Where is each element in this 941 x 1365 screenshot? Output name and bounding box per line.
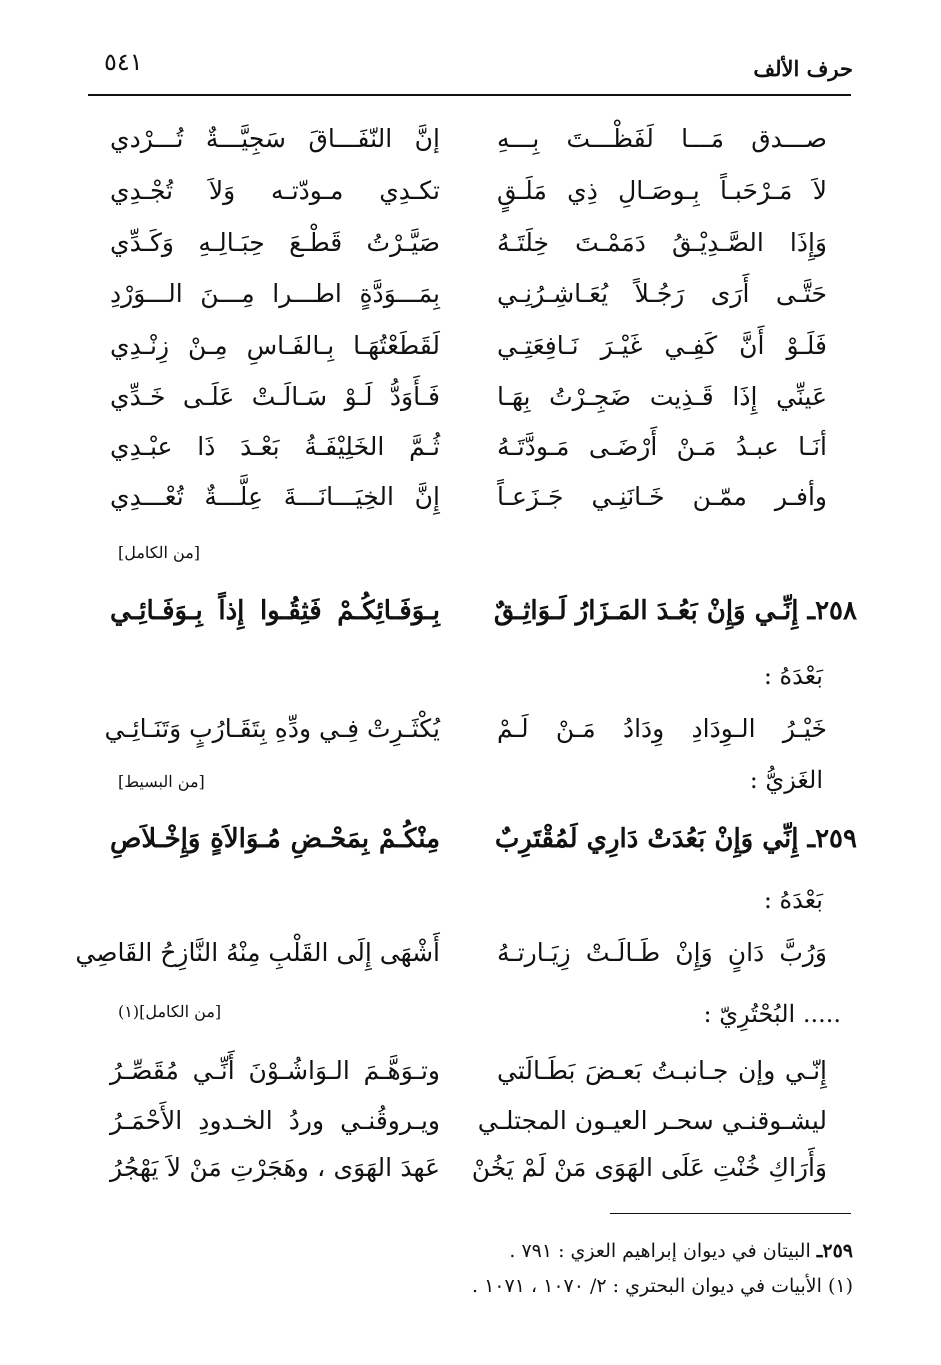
footnote-text: البيتان في ديوان إبراهيم العزي : ٧٩١ . bbox=[509, 1240, 811, 1262]
second-hemistich: مِنْكُـمْ بِمَحْـضِ مُـوَالاَةٍ وَإِخْـلاَصِ bbox=[110, 824, 440, 854]
second-hemistich: عَهدَ الهَوَى ، وهَجَرْتِ مَنْ لاَ يَهْجُرُ bbox=[110, 1153, 440, 1182]
footnote-divider bbox=[610, 1213, 851, 1214]
verse-line bbox=[88, 432, 851, 482]
first-hemistich: خَيْـرُ الـوِدَادِ وِدَادُ مَـنْ لَـمْ bbox=[497, 714, 827, 743]
verse-line bbox=[88, 279, 851, 329]
verse-line bbox=[88, 228, 851, 278]
verse-line bbox=[88, 1153, 851, 1203]
second-hemistich: لَقَطَعْتُهَـا بِـالفَـاسِ مِـنْ زِنْـدِي bbox=[110, 331, 440, 360]
poet-attribution: الغَزيُّ : bbox=[749, 766, 823, 794]
verse-line bbox=[88, 331, 851, 381]
first-hemistich: إِنّـي وإن جـانبـتُ بَعـضَ بَطَـالَتي bbox=[497, 1056, 827, 1085]
first-hemistich: حَتَّـى أَرَى رَجُـلاً يُعَـاشِـرُنِـي bbox=[497, 279, 827, 308]
second-hemistich: فَـأَوَدُّ لَـوْ سَـالَـتْ عَلَـى خَـدِّي bbox=[110, 382, 440, 411]
verse-line bbox=[88, 176, 851, 226]
meter-label: [من الكامل] bbox=[118, 543, 201, 562]
numbered-verse bbox=[88, 596, 857, 646]
footnote-text: (١) الأبيات في ديوان البحتري : ٢/ ١٠٧٠ ، ١٠٧١ . bbox=[471, 1275, 853, 1297]
meter-label: [من الكامل](١) bbox=[118, 1002, 222, 1021]
second-hemistich: ثُـمَّ الخَلِيْفَـةُ بَعْـدَ ذَا عبْـدِي bbox=[110, 432, 440, 461]
first-hemistich: وَأَرَاكِ خُنْتِ عَلَى الهَوَى مَنْ لَمْ يَخُنْ bbox=[471, 1153, 827, 1182]
verse-line bbox=[88, 1056, 851, 1106]
header-divider bbox=[88, 94, 851, 96]
verse-line bbox=[88, 482, 851, 532]
first-hemistich: صـــدق مَـــا لَفَظْـــتَ بِـــهِ bbox=[497, 124, 827, 153]
first-hemistich: وَرُبَّ دَانٍ وَإِنْ طَـالَـتْ زِيَـارتـهُ bbox=[497, 938, 827, 967]
second-hemistich: صَيَّـرْتُ قَطْـعَ حِبَـالِـهِ وَكَـدِّي bbox=[110, 228, 440, 257]
first-hemistich: وأفـر ممّـن خَـانَنِـي جَـزَعـاً bbox=[497, 482, 827, 511]
verse-line bbox=[88, 124, 851, 174]
verse-line bbox=[88, 382, 851, 432]
second-hemistich: يُكْثَـرِتْ فِـي ودِّهِ بِتَقَـارُبٍ وَتَنَـائِـي bbox=[104, 714, 440, 743]
second-hemistich: وتـوَهَّـمَ الـوَاشُـوْنَ أَنِّـي مُقَصِّـرُ bbox=[110, 1056, 440, 1085]
numbered-verse bbox=[88, 824, 857, 874]
first-hemistich: ليشـوقنـي سحـر العيـون المجتلـي bbox=[477, 1106, 827, 1135]
chapter-title: حرف الألف bbox=[753, 56, 853, 81]
second-hemistich: بِـوَفَـائِكُـمْ فَثِقُـوا إِذاً بِـوَفَـائِـي bbox=[110, 596, 440, 626]
first-hemistich: ٢٥٩ـ إِنِّي وَإِنْ بَعُدَتْ دَارِي لَمُقْتَرِبٌ bbox=[494, 824, 857, 854]
verse-line bbox=[75, 938, 851, 988]
after-label: بَعْدَهُ : bbox=[763, 662, 823, 690]
footnote-number: ٢٥٩ـ bbox=[816, 1240, 853, 1262]
verse-line bbox=[88, 714, 851, 764]
second-hemistich: تكـدِي مـودّتـه وَلاَ تُجْـدِي bbox=[110, 176, 440, 205]
page-number: ٥٤١ bbox=[104, 48, 143, 76]
first-hemistich: وَإِذَا الصَّـدِيْـقُ دَمَمْـتَ خِلَتَـهُ bbox=[497, 228, 827, 257]
second-hemistich: أَشْهَى إِلَى القَلْبِ مِنْهُ النَّازِحُ القَاصِي bbox=[75, 938, 440, 967]
second-hemistich: بِمَـــوَدَّةٍ اطـــرا مِـــنَ الـــوَرْدِ bbox=[110, 279, 440, 308]
second-hemistich: إِنَّ الخِيَـــانَـــةَ عِلَّـــةٌ تُعْـــدِي bbox=[110, 482, 440, 511]
first-hemistich: عَينِّي إِذَا قَـذِيت ضَجِـرْتُ بِهَـا bbox=[497, 382, 827, 411]
after-label: بَعْدَهُ : bbox=[763, 886, 823, 914]
second-hemistich: ويـروقُنـي وردُ الخـدودِ الأَحْمَـرُ bbox=[110, 1106, 440, 1135]
first-hemistich: أنَـا عبـدُ مَـنْ أَرْضَـى مَـودَّتَـهُ bbox=[497, 432, 827, 461]
footnote bbox=[509, 1240, 853, 1262]
first-hemistich: ٢٥٨ـ إِنِّـي وَإِنْ بَعُـدَ المَـزَارُ لَـوَاثِـقٌ bbox=[493, 596, 857, 626]
first-hemistich: لاَ مَـرْحَبـاً بِـوصَـالِ ذِي مَلَـقٍ bbox=[497, 176, 827, 205]
verse-line bbox=[88, 1106, 851, 1156]
first-hemistich: فَلَـوْ أَنَّ كَفِـي غَيْـرَ نَـافِعَتِـي bbox=[497, 331, 827, 360]
meter-label: [من البسيط] bbox=[118, 772, 205, 791]
poet-attribution: ..... البُحْتُرِيّ : bbox=[703, 1000, 841, 1028]
second-hemistich: إنَّ النّفَـــاقَ سَجِيَّـــةٌ تُـــرْدي bbox=[110, 124, 440, 153]
footnote bbox=[472, 1275, 853, 1297]
